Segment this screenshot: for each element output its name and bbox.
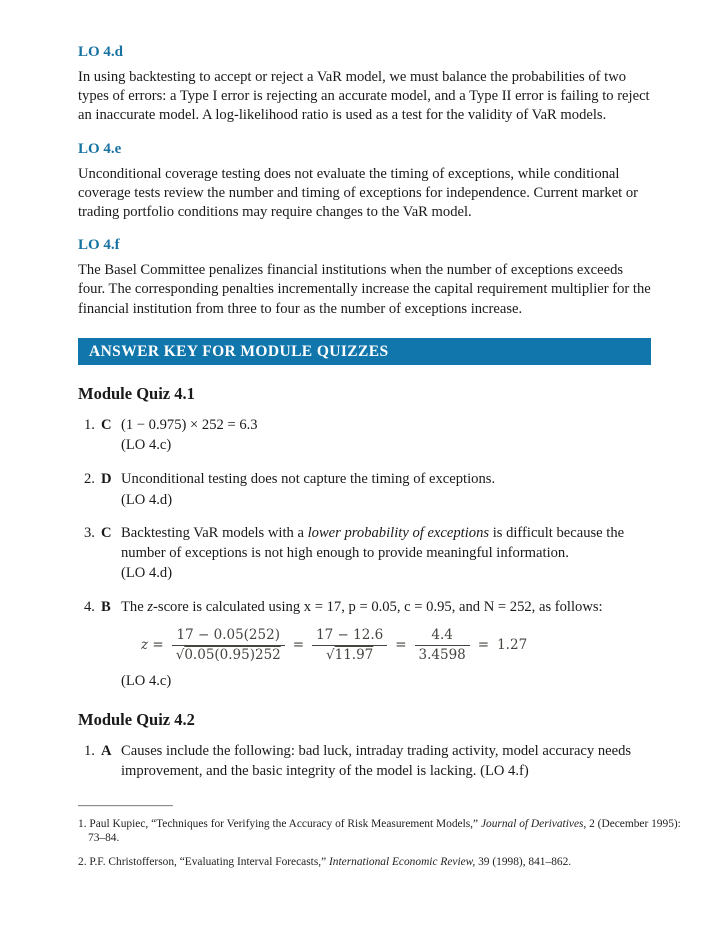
z-score-formula xyxy=(141,628,651,663)
footnotes-section xyxy=(78,805,694,869)
quiz-4-2-answer-1 xyxy=(78,742,651,781)
fraction-3 xyxy=(415,628,470,663)
formula-result: 1.27 xyxy=(497,636,528,653)
footnote-text-pre: Paul Kupiec, “Techniques for Verifying the Accuracy of Risk Measurement Models,” xyxy=(89,818,481,831)
answer-text xyxy=(121,599,603,615)
section-lo-4d xyxy=(78,44,651,126)
equals-sign: = xyxy=(292,636,305,653)
answer-letter: C xyxy=(101,416,112,433)
answer-text-post: is difficult because the number of exceptions is not high enough to provide meaningful information. xyxy=(121,525,625,561)
section-lo-4e xyxy=(78,141,651,223)
lo-body-text: Unconditional coverage testing does not evaluate the timing of exceptions, while conditional coverage tests review the number and timing of exceptions for independence. Current market or trading portfolio conditions may require changes to the VaR model. xyxy=(78,165,639,221)
fraction-2-denominator xyxy=(312,646,387,663)
answer-key-banner: ANSWER KEY FOR MODULE QUIZZES xyxy=(78,338,651,365)
answer-letter: D xyxy=(101,471,112,488)
answer-number: 3. xyxy=(84,525,95,542)
equals-sign: = xyxy=(477,636,490,653)
fraction-1-numerator: 17 − 0.05(252) xyxy=(172,628,285,646)
answer-text-italic: lower probability of exceptions xyxy=(307,525,490,542)
footnote-2 xyxy=(78,856,694,870)
answer-letter: C xyxy=(101,525,112,542)
footnote-1 xyxy=(78,818,694,846)
answer-text xyxy=(121,525,624,561)
answer-number: 2. xyxy=(84,471,95,488)
lo-reference: (LO 4.c) xyxy=(121,437,172,454)
fraction-1-denominator xyxy=(172,646,285,663)
quiz-4-1-title: Module Quiz 4.1 xyxy=(78,383,195,403)
page-content xyxy=(78,44,651,781)
quiz-4-1-answer-3 xyxy=(78,524,651,584)
footnote-marker: 1. xyxy=(78,818,90,831)
answer-letter: B xyxy=(101,598,111,615)
radical-sign: √ xyxy=(326,646,335,663)
fraction-2-radicand: 11.97 xyxy=(334,646,374,663)
lo-body-text: The Basel Committee penalizes financial institutions when the number of exceptions exceeds four. The corresponding penalties incrementally increase the capital requirement multiplier for the financial institution from three to four as the number of exceptions increase. xyxy=(78,262,651,317)
answer-text-pre: Backtesting VaR models with a xyxy=(121,525,308,542)
answer-body xyxy=(121,598,651,691)
lo-heading: LO 4.e xyxy=(78,140,122,157)
equals-sign: = xyxy=(152,636,164,653)
fraction-2-numerator: 17 − 12.6 xyxy=(312,628,387,646)
answer-text-italic: z xyxy=(147,598,154,615)
answer-body xyxy=(121,416,651,456)
lo-reference: (LO 4.d) xyxy=(121,565,173,582)
answer-text: Unconditional testing does not capture the timing of exceptions. xyxy=(121,471,496,488)
quiz-4-2-title: Module Quiz 4.2 xyxy=(78,710,195,730)
answer-number: 1. xyxy=(84,743,95,760)
lo-reference: (LO 4.d) xyxy=(121,491,173,508)
answer-number: 1. xyxy=(84,416,95,433)
answer-number: 4. xyxy=(84,598,95,615)
answer-text: Causes include the following: bad luck, intraday trading activity, model accuracy needs improvement, and the basic integrity of the model is lacking. (LO 4.f) xyxy=(121,743,632,779)
footnote-text-post: 2 (December 1995): 73–84. xyxy=(88,818,681,845)
footnote-text-post: 39 (1998), 841–862. xyxy=(475,855,572,868)
formula-lhs xyxy=(141,638,164,653)
lo-body-text: In using backtesting to accept or reject a VaR model, we must balance the probabilities of two types of errors: a Type I error is rejecting an accurate model, and a Type II error is failing to reject an inaccurate model. A log-likelihood ratio is used as a test for the validity of VaR models. xyxy=(78,69,650,124)
footnote-journal-italic: Journal of Derivatives, xyxy=(480,818,587,831)
quiz-4-1-answer-4 xyxy=(78,598,651,691)
fraction-1 xyxy=(172,628,285,663)
footnote-text-pre: P.F. Christofferson, “Evaluating Interval Forecasts,” xyxy=(89,855,330,868)
footnote-marker: 2. xyxy=(78,855,90,868)
answer-text-post: -score is calculated using x = 17, p = 0.05, c = 0.95, and N = 252, as follows: xyxy=(153,598,603,615)
radical-sign: √ xyxy=(175,646,185,663)
equals-sign: = xyxy=(395,636,407,653)
fraction-3-denominator: 3.4598 xyxy=(418,646,466,663)
footnote-journal-italic: International Economic Review, xyxy=(329,855,476,868)
lo-heading: LO 4.d xyxy=(78,44,124,60)
formula-z-symbol: z xyxy=(141,636,149,653)
quiz-4-1-answer-1 xyxy=(78,416,651,456)
lo-heading: LO 4.f xyxy=(78,237,120,254)
answer-body xyxy=(121,742,651,781)
answer-text-pre: The xyxy=(121,598,148,615)
footnote-separator xyxy=(78,805,173,807)
fraction-2 xyxy=(312,628,387,663)
answer-letter: A xyxy=(101,743,112,760)
fraction-3-numerator: 4.4 xyxy=(415,628,470,646)
answer-body xyxy=(121,524,651,584)
lo-reference: (LO 4.c) xyxy=(121,672,172,689)
answer-body xyxy=(121,470,651,510)
quiz-4-1-answer-2 xyxy=(78,470,651,510)
fraction-1-radicand: 0.05(0.95)252 xyxy=(184,646,281,663)
section-lo-4f xyxy=(78,237,651,319)
answer-text: (1 − 0.975) × 252 = 6.3 xyxy=(121,416,258,433)
